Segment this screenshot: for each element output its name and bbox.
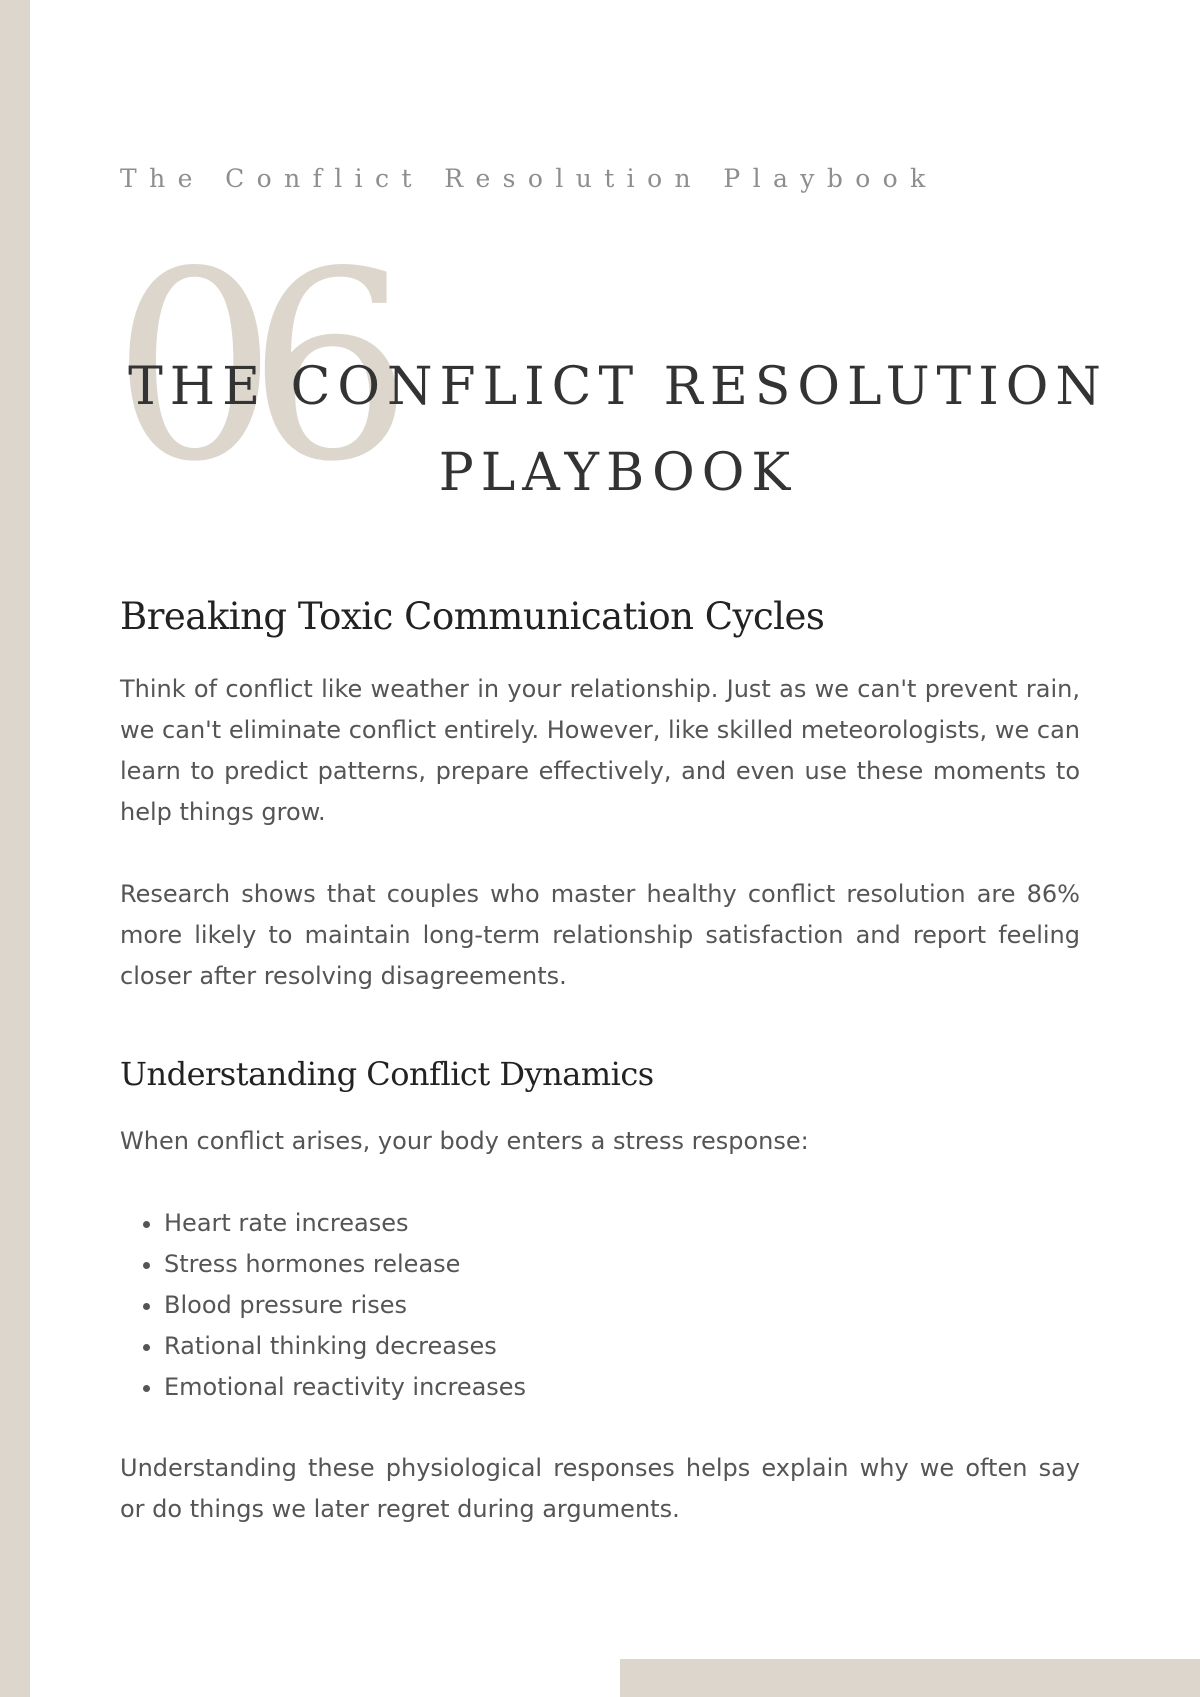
left-accent-bar (0, 0, 30, 1697)
running-header: The Conflict Resolution Playbook (120, 164, 938, 193)
bottom-accent-block (620, 1659, 1200, 1697)
stress-response-list (120, 1203, 526, 1408)
section-heading: Breaking Toxic Communication Cycles (120, 595, 825, 638)
research-paragraph: Research shows that couples who master healthy conflict resolution are 86% more likely to maintain long-term relationship satisfaction and report feeling closer after resolving disagreements. (120, 880, 1080, 990)
subsection-heading: Understanding Conflict Dynamics (120, 1055, 654, 1093)
chapter-title-line-1: THE CONFLICT RESOLUTION (128, 357, 1108, 417)
list-item: • Rational thinking decreases (164, 1326, 526, 1367)
dynamics-intro-paragraph: When conflict arises, your body enters a stress response: (120, 1127, 809, 1155)
list-item: • Stress hormones release (164, 1244, 526, 1285)
intro-paragraph: Think of conflict like weather in your relationship. Just as we can't prevent rain, we can't eliminate conflict entirely. However, like skilled meteorologists, we can learn to predict patterns, prepare effectively, and even use these moments to help things grow. (120, 675, 1080, 826)
chapter-title (118, 344, 1118, 516)
chapter-number: 06 (112, 217, 383, 519)
list-item: • Heart rate increases (164, 1203, 526, 1244)
list-item: • Blood pressure rises (164, 1285, 526, 1326)
closing-paragraph: Understanding these physiological responses helps explain why we often say or do things we later regret during arguments. (120, 1454, 1080, 1523)
chapter-title-line-2: PLAYBOOK (438, 443, 798, 503)
list-item: • Emotional reactivity increases (164, 1367, 526, 1408)
